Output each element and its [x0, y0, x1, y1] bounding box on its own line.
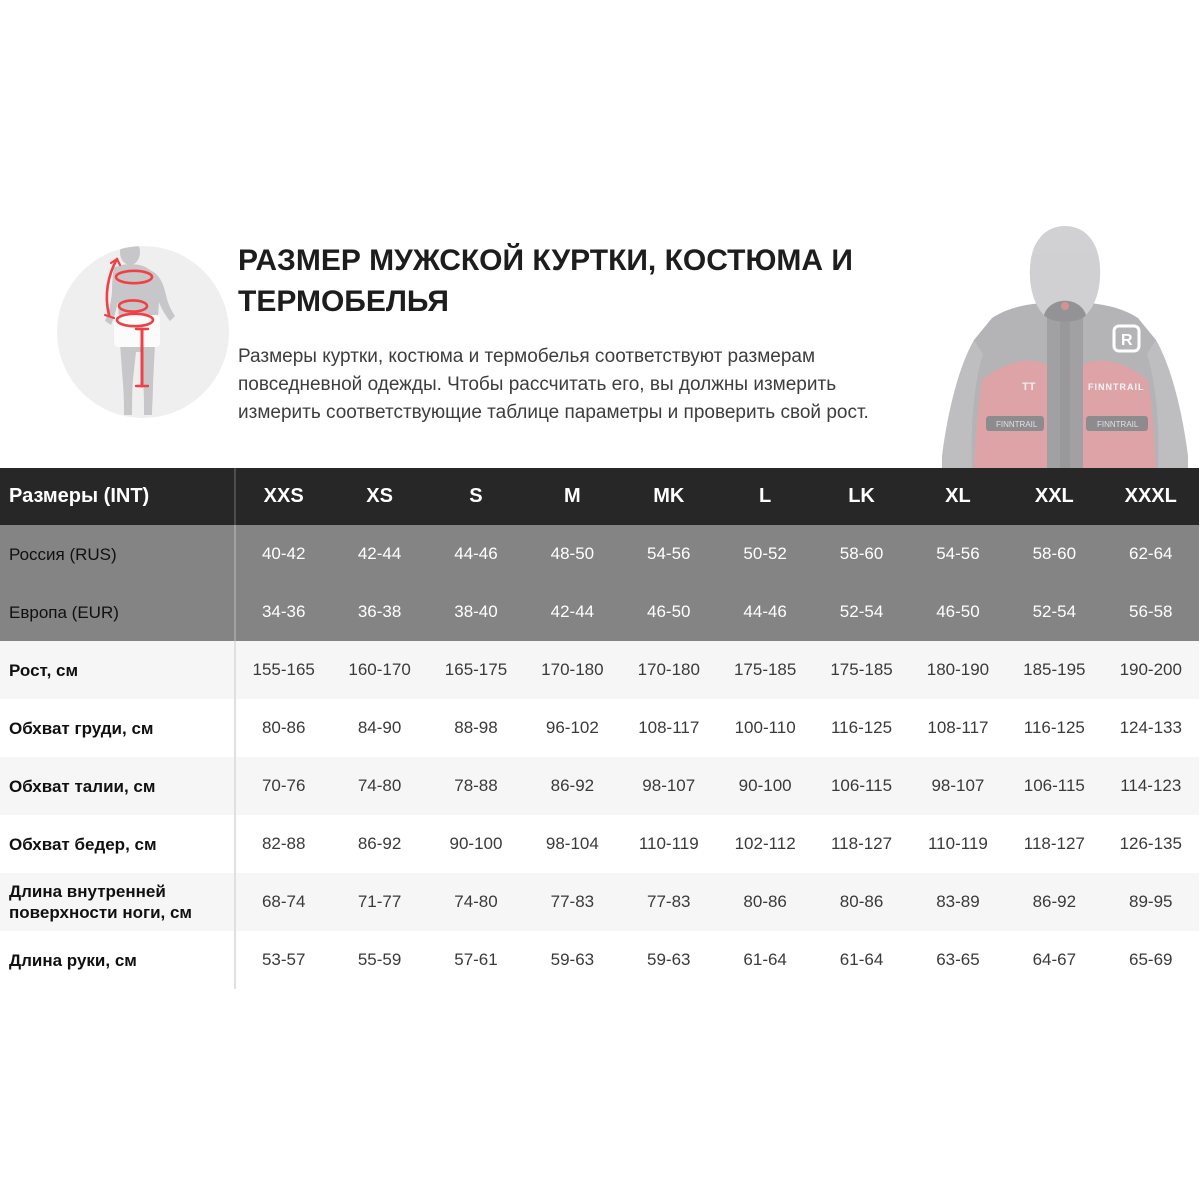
size-cell: 98-107: [931, 776, 985, 795]
size-cell: 108-117: [927, 718, 989, 737]
table-row: [0, 757, 1199, 815]
size-cell: 74-80: [454, 892, 498, 911]
table-row: [0, 931, 1199, 989]
size-cell: 52-54: [1032, 602, 1077, 621]
size-cell: 80-86: [743, 892, 787, 911]
row-label: Обхват бедер, см: [0, 815, 235, 873]
page-description: Размеры куртки, костюма и термобелья соответствуют размерам повседневной одежды. Чтобы рассчитать его, вы должны измерить измерить соответствующие таблице параметры и проверить свой рост.: [238, 346, 869, 423]
size-cell: 80-86: [261, 718, 306, 737]
size-cell: 40-42: [261, 544, 306, 563]
table-row: [0, 641, 1199, 699]
size-cell: 78-88: [454, 776, 498, 795]
size-cell: 57-61: [454, 950, 498, 969]
size-cell: 114-123: [1120, 776, 1182, 795]
size-cell: 71-77: [357, 892, 402, 911]
row-label: Длина руки, см: [0, 931, 235, 989]
size-cell: 53-57: [261, 950, 306, 969]
size-cell: 124-133: [1119, 718, 1182, 737]
size-cell: 44-46: [454, 544, 498, 563]
size-cell: 86-92: [550, 776, 595, 795]
size-cell: 190-200: [1119, 660, 1182, 679]
size-cell: 54-56: [647, 544, 691, 563]
size-cell: 175-185: [733, 660, 797, 679]
size-cell: 58-60: [839, 544, 884, 563]
size-cell: 83-89: [936, 892, 980, 911]
size-cell: 77-83: [647, 892, 691, 911]
page-title-line1: РАЗМЕР МУЖСКОЙ КУРТКИ, КОСТЮМА И: [238, 244, 853, 277]
size-cell: 106-115: [1023, 776, 1085, 795]
size-cell: 100-110: [734, 718, 796, 737]
size-column-header-xxl: XXL: [1034, 485, 1074, 507]
size-column-header-xxxl: XXXL: [1124, 485, 1177, 507]
size-cell: 52-54: [839, 602, 884, 621]
table-corner-header: Размеры (INT): [0, 468, 235, 525]
size-column-header-mk: MK: [653, 485, 685, 507]
size-cell: 102-112: [734, 834, 796, 853]
jacket-logo-letter: R: [1121, 332, 1133, 349]
size-cell: 42-44: [550, 602, 595, 621]
size-column-header-lk: LK: [848, 485, 875, 507]
size-column-header-l: L: [759, 485, 772, 507]
body-measurement-icon: [57, 246, 229, 418]
size-cell: 88-98: [454, 718, 498, 737]
size-cell: 44-46: [743, 602, 787, 621]
jacket-pocket-text-left: FINNTRAIL: [996, 420, 1038, 429]
row-label: Обхват груди, см: [0, 699, 235, 757]
size-cell: 89-95: [1129, 892, 1173, 911]
table-row: [0, 583, 1199, 641]
size-cell: 86-92: [357, 834, 402, 853]
size-cell: 155-165: [252, 660, 315, 679]
jacket-product-image: [930, 218, 1200, 468]
size-chart-section: [0, 468, 1200, 989]
size-cell: 36-38: [357, 602, 402, 621]
size-column-header-m: M: [564, 485, 581, 507]
size-cell: 90-100: [449, 834, 503, 853]
row-label: Обхват талии, см: [0, 757, 235, 815]
size-cell: 64-67: [1032, 950, 1077, 969]
size-cell: 108-117: [638, 718, 700, 737]
size-cell: 77-83: [550, 892, 595, 911]
size-cell: 55-59: [357, 950, 402, 969]
size-cell: 98-104: [545, 834, 599, 853]
size-cell: 84-90: [357, 718, 402, 737]
size-cell: 63-65: [936, 950, 980, 969]
size-cell: 116-125: [1023, 718, 1085, 737]
size-cell: 46-50: [936, 602, 980, 621]
size-cell: 185-195: [1023, 660, 1086, 679]
size-cell: 86-92: [1032, 892, 1077, 911]
table-row: [0, 525, 1199, 583]
size-cell: 59-63: [647, 950, 691, 969]
size-column-header-s: S: [469, 485, 483, 507]
size-table-header-row: [0, 468, 1199, 525]
size-cell: 65-69: [1129, 950, 1173, 969]
size-cell: 180-190: [926, 660, 990, 679]
size-cell: 56-58: [1129, 602, 1173, 621]
size-cell: 54-56: [936, 544, 980, 563]
size-cell: 58-60: [1032, 544, 1077, 563]
size-cell: 175-185: [830, 660, 893, 679]
size-cell: 82-88: [261, 834, 306, 853]
size-cell: 110-119: [638, 834, 699, 853]
body-measurement-diagram: [57, 246, 229, 418]
size-cell: 48-50: [550, 544, 595, 563]
jacket-illustration: [930, 218, 1200, 468]
row-label: Россия (RUS): [0, 525, 235, 583]
size-guide-header-section: [0, 0, 1200, 468]
size-cell: 165-175: [444, 660, 508, 679]
size-cell: 160-170: [348, 660, 411, 679]
size-cell: 74-80: [357, 776, 402, 795]
size-cell: 70-76: [261, 776, 306, 795]
size-cell: 96-102: [545, 718, 599, 737]
size-table: [0, 468, 1200, 989]
page-title-line2: ТЕРМОБЕЛЬЯ: [238, 285, 449, 318]
size-cell: 106-115: [830, 776, 893, 795]
size-cell: 98-107: [642, 776, 696, 795]
row-label: Длина внутренней поверхности ноги, см: [0, 873, 235, 931]
jacket-pocket-text-right: FINNTRAIL: [1097, 420, 1139, 429]
table-row: [0, 873, 1199, 931]
size-column-header-xl: XL: [945, 485, 971, 507]
size-cell: 42-44: [357, 544, 402, 563]
size-cell: 80-86: [839, 892, 884, 911]
size-cell: 61-64: [743, 950, 787, 969]
size-cell: 38-40: [454, 602, 498, 621]
table-row: [0, 815, 1199, 873]
size-cell: 90-100: [738, 776, 792, 795]
row-label: Европа (EUR): [0, 583, 235, 641]
size-cell: 62-64: [1129, 544, 1173, 563]
row-label: Рост, см: [0, 641, 235, 699]
jacket-chest-mark: TT: [1022, 381, 1036, 393]
size-cell: 61-64: [839, 950, 884, 969]
size-cell: 46-50: [647, 602, 691, 621]
size-cell: 68-74: [261, 892, 306, 911]
size-cell: 50-52: [743, 544, 787, 563]
table-row: [0, 699, 1199, 757]
size-cell: 110-119: [927, 834, 988, 853]
size-cell: 170-180: [637, 660, 700, 679]
size-column-header-xxs: XXS: [263, 485, 304, 507]
size-cell: 118-127: [1023, 834, 1085, 853]
size-cell: 59-63: [550, 950, 595, 969]
size-cell: 118-127: [830, 834, 893, 853]
size-cell: 126-135: [1119, 834, 1182, 853]
size-column-header-xs: XS: [366, 485, 393, 507]
size-cell: 116-125: [830, 718, 893, 737]
size-cell: 34-36: [261, 602, 306, 621]
page-title: [238, 240, 914, 322]
size-cell: 170-180: [541, 660, 604, 679]
jacket-brand-text: FINNTRAIL: [1088, 382, 1145, 392]
